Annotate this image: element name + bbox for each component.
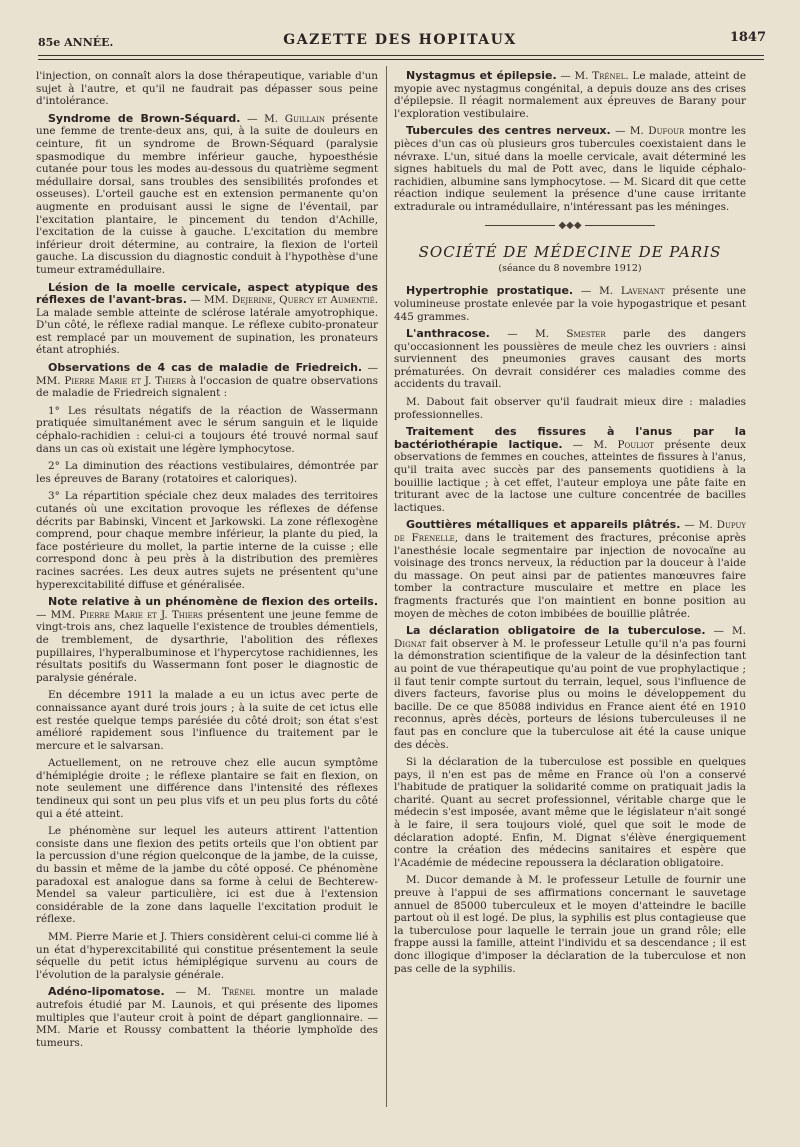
article-friedreich: Observations de 4 cas de maladie de Friedreich. — MM. Pierre Marie et J. Thiers à l'occasion de quatre observations de maladie de Friedreich signalent : <box>36 361 378 400</box>
article-moelle-cervicale: Lésion de la moelle cervicale, aspect atypique des réflexes de l'avant-bras. — MM. Dejerine, Quercy et Aumentié. La malade semble atteinte de sclérose latérale amyotrophique. D'un côté, le réflexe radial manque. Le réflexe cubito-pronateur est remplacé par un mouvement de supination, les pronateurs étant atrophiés. <box>36 280 378 357</box>
friedreich-point-3: 3° La répartition spéciale chez deux malades des territoires cutanés où une excitation provoque les réflexes de défense décrits par Babinski, Vincent et Jarkowski. La zone réflexogène comprend, pour chaque membre inférieur, la plante du pied, la face postérieure du mollet, la partie interne de la cuisse ; elle correspond donc à peu près à la distribution des premières racines sacrées. Les deux autres sujets ne présentent qu'une hyperexcitabilité diffuse et généralisée. <box>36 490 378 591</box>
flexion-paragraph-1: En décembre 1911 la malade a eu un ictus avec perte de connaissance ayant duré trois jours ; à la suite de cet ictus elle est restée quelque temps parésiée du côté droit; son état s'est amélioré rapidement sous l'influence du traitement par le mercure et le salvarsan. <box>36 689 378 752</box>
declaration-paragraph-1: Si la déclaration de la tuberculose est possible en quelques pays, il n'en est pas de même en France où l'on a conservé l'habitude de pratiquer la solidarité comme on pratiquait jadis la charité. Quant au secret professionnel, véritable charge que le médecin s'est imposée, avant même que le législateur n'ait songé à le faire, il sera toujours violé, quel que soit le mode de déclaration adopté. Enfin, M. Dignat s'élève énergiquement contre la création des médecins sanitaires et espère que l'Académie de médecine repoussera la déclaration obligatoire. <box>394 756 746 869</box>
article-text: parle des dangers qu'occasionnent les poussières de meule chez les ouvriers : ainsi surviennent des pneumonies graves causant des morts prématurées. On devrait considérer ces maladies comme des accidents du travail. <box>394 328 746 391</box>
article-adeno-lipomatose: Adéno-lipomatose. — M. Trénel montre un malade autrefois étudié par M. Launois, et qui présente des lipomes multiples que l'auteur croit à point de départ ganglionnaire. — MM. Marie et Roussy combattent la théorie lymphoïde des tumeurs. <box>36 985 378 1049</box>
header-rule-double <box>38 59 764 60</box>
intro-paragraph: l'injection, on connaît alors la dose thérapeutique, variable d'un sujet à l'autre, et qu'il ne faudrait pas dépasser sous peine d'intolérance. <box>36 70 378 108</box>
article-flexion-orteils: Note relative à un phénomène de flexion des orteils. — MM. Pierre Marie et J. Thiers présentent une jeune femme de vingt-trois ans, chez laquelle l'existence de troubles démentiels, de tremblement, de dysarthrie, l'abolition des réflexes pupillaires, l'hyperalbuminose et l'hypercytose rachidiennes, les résultats positifs du Wassermann font poser le diagnostic de paralysie générale. <box>36 595 378 684</box>
society-title: SOCIÉTÉ DE MÉDECINE DE PARIS <box>418 243 722 262</box>
page-number: 1847 <box>729 30 766 45</box>
article-gouttieres: Gouttières métalliques et appareils plâtrés. — M. Dupuy de Frenelle, dans le traitement des fractures, préconise après l'anesthésie locale segmentaire par injection de novocaïne au voisinage des troncs nerveux, la réduction par la douceur à l'aide du massage. On peut ainsi par de patientes manœuvres faire tomber la contracture musculaire et mettre en place les fragments fracturés que l'on maintient en bonne position au moyen de mèches de coton imbibées de bouillie plâtrée. <box>394 518 746 620</box>
journal-title: GAZETTE DES HOPITAUX <box>283 32 517 48</box>
article-text: présentent une jeune femme de vingt-trois ans, chez laquelle l'existence de troubles démentiels, de tremblement, de dysarthrie, l'abolition des réflexes pupillaires, l'hyperalbuminose et l'hypercytose rachidiennes, les résultats positifs du Wassermann font poser le diagnostic de paralysie générale. <box>36 608 378 684</box>
article-text: fait observer à M. le professeur Letulle qu'il n'a pas fourni la démonstration scientifique de la valeur de la désinfection tant au point de vue thérapeutique qu'au point de vue prophylactique ; il faut tenir compte surtout du terrain, lequel, sous l'influence de divers facteurs, favorise plus ou moins le développement du bacille. De ce que 85088 individus en France aient été en 1910 reconnus, après décès, porteurs de lésions tuberculeuses il ne faut pas en conclure que la tuberculose ait été la cause unique des décès. <box>394 637 746 751</box>
friedreich-point-1: 1° Les résultats négatifs de la réaction de Wassermann pratiquée simultanément avec le sérum sanguin et le liquide céphalo-rachidien : celui-ci a toujours été trouvé normal sauf dans un cas où existait une légère lymphocytose. <box>36 404 378 455</box>
article-heading: Traitement des fissures à l'anus par la bactériothérapie lactique. <box>394 425 746 451</box>
article-heading: Tubercules des centres nerveux. <box>406 124 611 138</box>
left-column <box>36 70 378 1113</box>
article-heading: Adéno-lipomatose. <box>48 985 165 999</box>
header-rule <box>38 55 764 56</box>
article-heading: Note relative à un phénomène de flexion des orteils. <box>48 595 378 609</box>
article-author: M. Dufour <box>629 125 685 138</box>
article-prostate: Hypertrophie prostatique. — M. Lavenant présente une volumineuse prostate enlevée par la voie hypogastrique et pesant 445 grammes. <box>394 284 746 323</box>
flexion-paragraph-3: Le phénomène sur lequel les auteurs attirent l'attention consiste dans une flexion des petits orteils que l'on obtient par la percussion d'une région quelconque de la jambe, de la cuisse, du bassin et même de la jambe du côté opposé. Ce phénomène paradoxal est analogue dans sa forme à celui de Bechterew-Mendel sa valeur particulière, ici est due à l'extension considérable de la zone dans laquelle l'excitation produit le réflexe. <box>36 825 378 926</box>
article-heading: Lésion de la moelle cervicale, aspect atypique des réflexes de l'avant-bras. <box>36 280 378 307</box>
column-divider <box>386 66 387 1107</box>
article-heading: Gouttières métalliques et appareils plâtrés. <box>406 518 681 532</box>
article-heading: La déclaration obligatoire de la tuberculose. <box>406 624 706 638</box>
article-author: M. Trénel. <box>574 70 629 82</box>
article-declaration: La déclaration obligatoire de la tuberculose. — M. Dignat fait observer à M. le professeur Letulle qu'il n'a pas fourni la démonstration scientifique de la valeur de la désinfection tant au point de vue thérapeutique qu'au point de vue prophylactique ; il faut tenir compte surtout du terrain, lequel, sous l'influence de divers facteurs, favorise plus ou moins le développement du bacille. De ce que 85088 individus en France aient été en 1910 reconnus, après décès, porteurs de lésions tuberculeuses il ne faut pas en conclure que la tuberculose ait été la cause unique des décès. <box>394 624 746 751</box>
flexion-paragraph-4: MM. Pierre Marie et J. Thiers considèrent celui-ci comme lié à un état d'hyperexcitabilité qui constitue présentement la seule séquelle du petit ictus hémiplégique survenu au cours de l'évolution de la paralysie générale. <box>36 931 378 981</box>
anthracose-reply: M. Dabout fait observer qu'il faudrait mieux dire : maladies professionnelles. <box>394 396 746 421</box>
article-author: M. Pouliot <box>593 438 654 451</box>
article-heading: Observations de 4 cas de maladie de Friedreich. <box>48 361 363 375</box>
year-label: 85e ANNÉE. <box>38 36 114 49</box>
article-text: dans le traitement des fractures, préconise après l'anesthésie locale segmentaire par injection de novocaïne au voisinage des troncs nerveux, la réduction par la douceur à l'aide du massage. On peut ainsi par de patientes manœuvres faire tomber la contracture musculaire et mettre en place les fragments fracturés que l'on maintient en bonne position au moyen de mèches de coton imbibées de bouillie plâtrée. <box>394 532 746 620</box>
article-text: présente une femme de trente-deux ans, qui, à la suite de douleurs en ceinture, fit un syndrome de Brown-Séquard (paralysie spasmodique du membre inférieur gauche, hypoesthésie cutanée pour tous les modes au-dessous du quatrième segment médullaire dorsal, sans troubles des sensibilités profondes et osseuses). L'orteil gauche est en extension permanente qu'on augmente en produisant aussi le signe de l'éventail, par l'excitation plantaire, le pincement du tendon d'Achille, l'excitation de la cuisse à gauche. L'excitation du membre inférieur droit détermine, au contraire, la flexion de l'orteil gauche. La discussion du diagnostic conduit à l'hypothèse d'une tumeur extramédullaire. <box>36 112 378 276</box>
article-fissures: Traitement des fissures à l'anus par la bactériothérapie lactique. — M. Pouliot présente deux observations de femmes en couches, atteintes de fissures à l'anus, qu'il traita avec succès par des pansements quotidiens à la bouillie lactique ; à cet effet, l'auteur employa une pâte faite en triturant avec de la lactose une culture concentrée de bacilles lactiques. <box>394 425 746 514</box>
article-text: montre un malade autrefois étudié par M. Launois, et qui présente des lipomes multiples que l'auteur croit à point de départ ganglionnaire. — MM. Marie et Roussy combattent la théorie lymphoïde des tumeurs. <box>36 986 378 1049</box>
article-nystagmus: Nystagmus et épilepsie. — M. Trénel. Le malade, atteint de myopie avec nystagmus congénital, a depuis douze ans des crises d'épilepsie. Il réagit normalement aux épreuves de Barany pour l'exploration vestibulaire. <box>394 70 746 120</box>
seance-date: (séance du 8 novembre 1912) <box>498 262 642 274</box>
article-author: M. Dignat <box>394 625 746 650</box>
article-author: MM. Pierre Marie et J. Thiers <box>36 374 187 387</box>
article-text: présente une volumineuse prostate enlevée par la voie hypogastrique et pesant 445 grammes. <box>394 285 746 323</box>
right-column <box>394 70 746 1113</box>
article-text: à l'occasion de quatre observations de maladie de Friedreich signalent : <box>36 374 378 400</box>
page-header <box>30 28 770 52</box>
article-text: Le malade, atteint de myopie avec nystagmus congénital, a depuis douze ans des crises d'épilepsie. Il réagit normalement aux épreuves de Barany pour l'exploration vestibulaire. <box>394 70 746 120</box>
article-tubercules: Tubercules des centres nerveux. — M. Dufour montre les pièces d'un cas où plusieurs gros tubercules coexistaient dans le névraxe. L'un, situé dans la moelle cervicale, avait déterminé les signes habituels du mal de Pott avec, dans le liquide céphalo-rachidien, albumine sans lymphocytose. — M. Sicard dit que cette réaction indique seulement la présence d'une cause irritante extradurale ou intramédullaire, n'intéressant pas les méninges. <box>394 124 746 213</box>
declaration-paragraph-2: M. Ducor demande à M. le professeur Letulle de fournir une preuve à l'appui de ses affirmations concernant le sauvetage annuel de 85000 tuberculeux et le moyen d'atteindre le bacille partout où il est logé. De plus, la syphilis est plus contagieuse que la tuberculose pour laquelle le terrain joue un grand rôle; elle frappe aussi la famille, atteint l'individu et sa descendance ; il est donc illogique d'imposer la déclaration de la tuberculose et non pas celle de la syphilis. <box>394 874 746 975</box>
friedreich-point-2: 2° La diminution des réactions vestibulaires, démontrée par les épreuves de Barany (rotatoires et caloriques). <box>36 460 378 485</box>
article-text: présente deux observations de femmes en couches, atteintes de fissures à l'anus, qu'il traita avec succès par des pansements quotidiens à la bouillie lactique ; à cet effet, l'auteur employa une pâte faite en triturant avec de la lactose une culture concentrée de bacilles lactiques. <box>394 438 746 514</box>
article-author: MM. Dejerine, Quercy et Aumentié. <box>203 294 378 307</box>
article-author: M. Smester <box>535 328 606 341</box>
article-anthracose: L'anthracose. — M. Smester parle des dangers qu'occasionnent les poussières de meule chez les ouvriers : ainsi surviennent des pneumonies graves causant des morts prématurées. On devrait considérer ces maladies comme des accidents du travail. <box>394 327 746 391</box>
article-brown-sequard: Syndrome de Brown-Séquard. — M. Guillain présente une femme de trente-deux ans, qui, à la suite de douleurs en ceinture, fit un syndrome de Brown-Séquard (paralysie spasmodique du membre inférieur gauche, hypoesthésie cutanée pour tous les modes au-dessous du quatrième segment médullaire dorsal, sans troubles des sensibilités profondes et osseuses). L'orteil gauche est en extension permanente qu'on augmente en produisant aussi le signe de l'éventail, par l'excitation plantaire, le pincement du tendon d'Achille, l'excitation de la cuisse à gauche. L'excitation du membre inférieur droit détermine, au contraire, la flexion de l'orteil gauche. La discussion du diagnostic conduit à l'hypothèse d'une tumeur extramédullaire. <box>36 111 378 276</box>
article-heading: Syndrome de Brown-Séquard. <box>48 111 241 125</box>
article-heading: Hypertrophie prostatique. <box>406 284 574 298</box>
section-ornament: ◆◆◆ <box>394 220 746 233</box>
article-author: M. Lavenant <box>599 285 665 298</box>
article-heading: Nystagmus et épilepsie. <box>406 70 557 82</box>
article-author: M. Guillain <box>264 112 326 125</box>
flexion-paragraph-2: Actuellement, on ne retrouve chez elle aucun symptôme d'hémiplégie droite ; le réflexe plantaire se fait en flexion, on note seulement une différence dans l'intensité des réflexes tendineux qui sont un peu plus vifs et un peu plus forts du côté qui a été atteint. <box>36 757 378 820</box>
article-author: MM. Pierre Marie et J. Thiers <box>50 608 203 621</box>
article-text: montre les pièces d'un cas où plusieurs gros tubercules coexistaient dans le névraxe. L'un, situé dans la moelle cervicale, avait déterminé les signes habituels du mal de Pott avec, dans le liquide céphalo-rachidien, albumine sans lymphocytose. — M. Sicard dit que cette réaction indique seulement la présence d'une cause irritante extradurale ou intramédullaire, n'intéressant pas les méninges. <box>394 125 746 213</box>
article-author: M. Dupuy de Frenelle, <box>394 519 746 544</box>
article-text: La malade semble atteinte de sclérose latérale amyotrophique. D'un côté, le réflexe radial manque. Le réflexe cubito-pronateur est remplacé par un mouvement de supination, les pronateurs étant atrophiés. <box>36 306 378 357</box>
article-author: M. Trénel <box>197 986 256 999</box>
article-heading: L'anthracose. <box>406 327 490 341</box>
